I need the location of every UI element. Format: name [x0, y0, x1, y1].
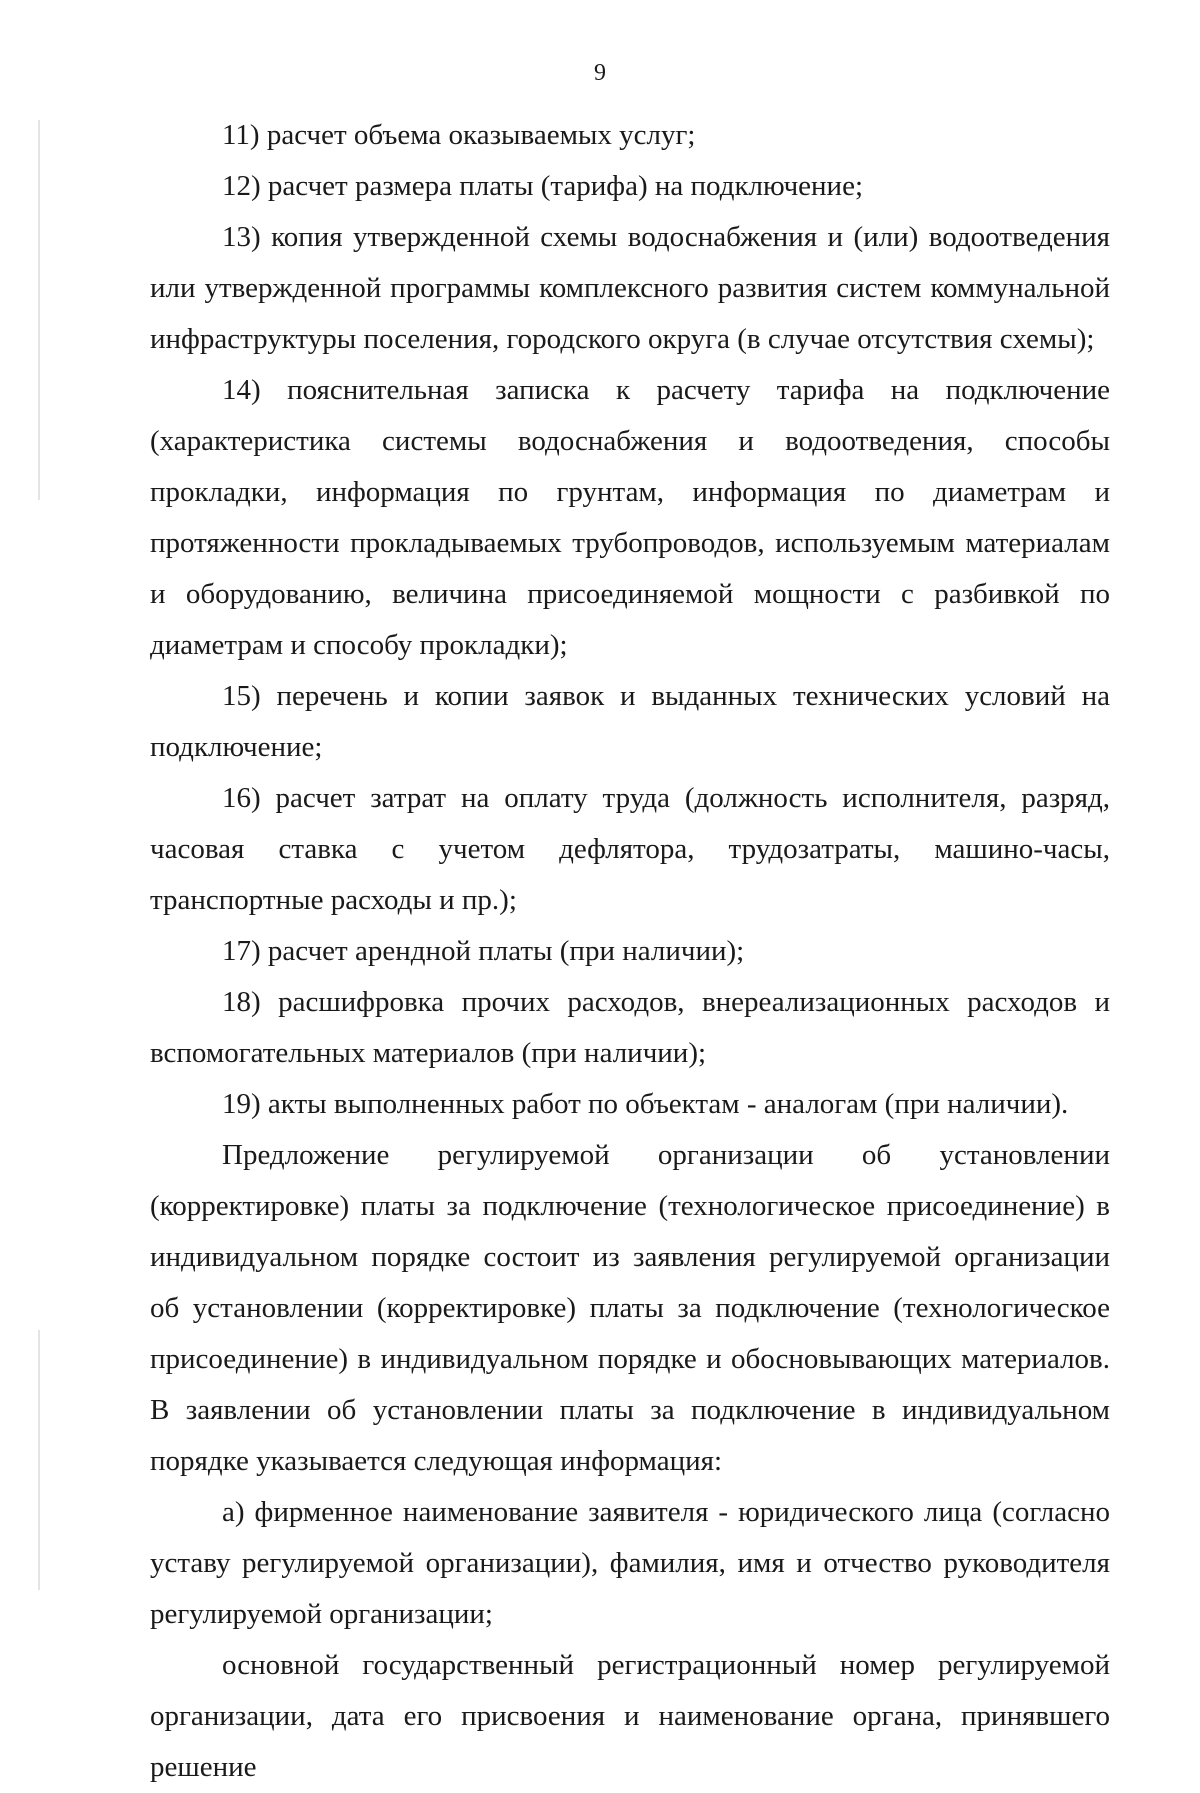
page-number: 9	[594, 60, 606, 86]
paragraph-registration-number: основной государственный регистрационный номер регулируемой организации, дата его присвоения и наименование органа, принявшего решение	[150, 1649, 1110, 1783]
scan-edge-mark	[38, 1330, 40, 1590]
paragraph-item-17: 17) расчет арендной платы (при наличии);	[222, 935, 745, 967]
paragraph-item-19: 19) акты выполненных работ по объектам - аналогам (при наличии).	[222, 1088, 1069, 1120]
scan-edge-mark	[38, 120, 40, 500]
paragraph-item-14: 14) пояснительная записка к расчету тарифа на подключение (характеристика системы водоснабжения и водоотведения, способы прокладки, информация по грунтам, информация по диаметрам и протяженности прокладываемых трубопроводов, используемым материалам и оборудованию, величина присоединяемой мощности с разбивкой по диаметрам и способу прокладки);	[150, 374, 1110, 661]
paragraph-item-16: 16) расчет затрат на оплату труда (должность исполнителя, разряд, часовая ставка с учетом дефлятора, трудозатраты, машино-часы, транспортные расходы и пр.);	[150, 782, 1110, 916]
paragraph-item-18: 18) расшифровка прочих расходов, внереализационных расходов и вспомогательных материалов (при наличии);	[150, 986, 1110, 1069]
paragraph-item-a: а) фирменное наименование заявителя - юридического лица (согласно уставу регулируемой организации), фамилия, имя и отчество руководителя регулируемой организации;	[150, 1496, 1110, 1630]
document-body	[150, 110, 1110, 1793]
paragraph-item-12: 12) расчет размера платы (тарифа) на подключение;	[222, 170, 864, 202]
paragraph-item-15: 15) перечень и копии заявок и выданных технических условий на подключение;	[150, 680, 1110, 763]
paragraph-item-13: 13) копия утвержденной схемы водоснабжения и (или) водоотведения или утвержденной программы комплексного развития систем коммунальной инфраструктуры поселения, городского округа (в случае отсутствия схемы);	[150, 221, 1110, 355]
paragraph-proposal: Предложение регулируемой организации об установлении (корректировке) платы за подключение (технологическое присоединение) в индивидуальном порядке состоит из заявления регулируемой организации об установлении (корректировке) платы за подключение (технологическое присоединение) в индивидуальном порядке и обосновывающих материалов. В заявлении об установлении платы за подключение в индивидуальном порядке указывается следующая информация:	[150, 1139, 1110, 1477]
paragraph-item-11: 11) расчет объема оказываемых услуг;	[222, 119, 696, 151]
